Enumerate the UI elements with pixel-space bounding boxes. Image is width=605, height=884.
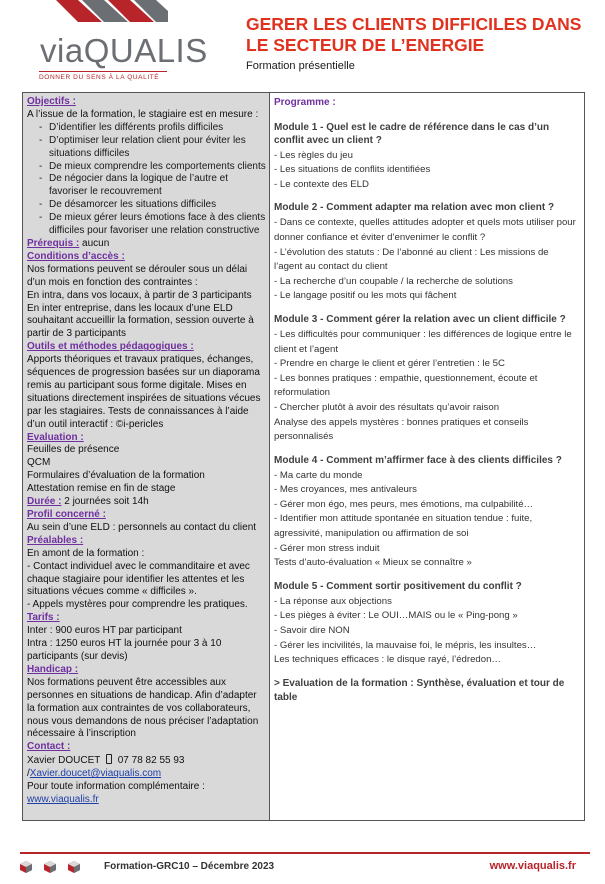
module-item: - La recherche d’un coupable / la recherche de solutions	[274, 275, 513, 287]
logo-tagline: DONNER DU SENS À LA QUALITÉ	[39, 71, 167, 81]
evaluation-line: Feuilles de présence	[27, 444, 120, 456]
email-separator: /	[27, 768, 30, 780]
tarifs-line: Inter : 900 euros HT par participant	[27, 625, 182, 637]
prealables-line: - Contact individuel avec le commanditaire et avec chaque stagiaire pour identifier les attentes et les situations vécues comme « difficiles ».	[27, 560, 250, 598]
module-item: - Gérer mon stress induit	[274, 542, 380, 554]
conditions-heading: Conditions d’accès :	[27, 250, 125, 262]
objectifs-intro: A l’issue de la formation, le stagiaire est en mesure :	[27, 108, 259, 120]
list-item: - De désamorcer les situations difficiles	[39, 199, 266, 212]
evaluation-heading: Evaluation :	[27, 431, 84, 443]
module-3	[274, 313, 578, 445]
mobile-phone-icon	[106, 754, 112, 764]
website-link[interactable]: www.viaqualis.fr	[27, 793, 99, 805]
logo-wordmark: viaQUALIS	[40, 32, 208, 69]
module-item: - Les bonnes pratiques : empathie, questionnement, écoute et reformulation	[274, 372, 538, 399]
formation-table	[22, 92, 585, 821]
module-title: Module 2 - Comment adapter ma relation avec mon client ?	[274, 202, 555, 214]
contact-site-row	[27, 794, 266, 807]
info-column	[23, 93, 270, 820]
module-title: Module 1 - Quel est le cadre de référence dans le cas d’un conflit avec un client ?	[274, 121, 550, 146]
contact-heading: Contact :	[27, 741, 71, 753]
module-item: - Gérer les incivilités, la mauvaise foi, le mépris, les insultes…	[274, 639, 537, 651]
programme-column	[270, 93, 584, 820]
evaluation-line: Formulaires d’évaluation de la formation	[27, 470, 205, 482]
logo-cube-icon	[44, 861, 56, 873]
objectifs-list	[27, 122, 266, 238]
module-item: - Identifier mon attitude spontanée en situation tendue : fuite, agressivité, manipulation ou affirmation de soi	[274, 513, 533, 540]
prealables-line: En amont de la formation :	[27, 547, 145, 559]
evaluation-line: Attestation remise en fin de stage	[27, 483, 176, 495]
prerequis-value: aucun	[79, 237, 110, 249]
module-item: - Savoir dire NON	[274, 625, 350, 637]
viaqualis-logo	[28, 0, 208, 90]
handicap-heading: Handicap :	[27, 663, 79, 675]
footer-website-link[interactable]: www.viaqualis.fr	[489, 860, 576, 872]
list-item: - De négocier dans la logique de l’autre et favoriser le recouvrement	[39, 173, 266, 199]
tarifs-heading: Tarifs :	[27, 612, 60, 624]
conditions-line: Nos formations peuvent se dérouler sous un délai d’un mois en fonction des contraintes :	[27, 263, 248, 288]
conditions-line: En inter entreprise, dans les locaux d’une ELD souhaitant accueillir la formation, session ouverte à partir de 3 participants	[27, 302, 254, 340]
contact-row	[27, 754, 266, 768]
contact-name: Xavier DOUCET	[27, 755, 101, 767]
handicap-text: Nos formations peuvent être accessibles aux personnes en situations de handicap. Afin d’adapter la formation aux contraintes de vos collaborateurs, nous vous demandons de nous préciser l’adaptation nécessaire à l’inscription	[27, 676, 259, 740]
page-footer	[20, 852, 590, 878]
objectifs-heading: Objectifs :	[27, 96, 76, 107]
module-item: - Les règles du jeu	[274, 149, 353, 161]
programme-heading: Programme :	[274, 97, 336, 108]
profil-value: Au sein d’une ELD : personnels au contact du client	[27, 521, 257, 533]
logo-cube-icon	[68, 861, 80, 873]
evaluation-summary: > Evaluation de la formation : Synthèse, évaluation et tour de table	[274, 677, 565, 704]
module-item: - L’évolution des statuts : De l’abonné au client : Les missions de l’agent au contact du client	[274, 246, 549, 273]
module-item: - Gérer mon égo, mes peurs, mes émotions, ma culpabilité…	[274, 498, 534, 510]
prerequis-row	[27, 238, 266, 251]
module-item: - Le contexte des ELD	[274, 178, 369, 190]
outils-heading: Outils et méthodes pédagogiques :	[27, 341, 194, 353]
module-item: Tests d’auto-évaluation « Mieux se connaître »	[274, 557, 472, 569]
duree-heading: Durée :	[27, 496, 62, 508]
module-title: Module 5 - Comment sortir positivement du conflit ?	[274, 580, 522, 592]
page-title: GERER LES CLIENTS DIFFICILES DANS LE SECTEUR DE L’ENERGIE	[246, 14, 582, 55]
module-item: Les techniques efficaces : le disque rayé, l’édredon…	[274, 654, 502, 666]
footer-reference: Formation-GRC10 – Décembre 2023	[104, 861, 275, 872]
module-item: - Le langage positif ou les mots qui fâchent	[274, 290, 457, 302]
contact-phone: 07 78 82 55 93	[117, 755, 185, 767]
module-item: - Les pièges à éviter : Le OUI…MAIS ou le « Ping-pong »	[274, 610, 518, 622]
module-4	[274, 454, 578, 571]
list-item: - De mieux comprendre les comportements clients	[39, 161, 266, 174]
profil-heading: Profil concerné :	[27, 509, 106, 520]
module-item: - Ma carte du monde	[274, 469, 363, 481]
prealables-heading: Préalables :	[27, 534, 84, 546]
conditions-line: En intra, dans vos locaux, à partir de 3 participants	[27, 289, 252, 301]
module-item: - Les situations de conflits identifiées	[274, 164, 431, 176]
page-header	[0, 0, 605, 92]
contact-email-row	[27, 768, 266, 781]
tarifs-line: Intra : 1250 euros HT la journée pour 3 à 10 participants (sur devis)	[27, 638, 222, 662]
page-subtitle: Formation présentielle	[246, 60, 355, 72]
footer-icons	[20, 861, 80, 873]
module-item: - Chercher plutôt à avoir des résultats qu’avoir raison	[274, 401, 500, 413]
list-item: - De mieux gérer leurs émotions face à des clients difficiles pour favoriser une relation constructive	[39, 212, 266, 238]
module-item: - Mes croyances, mes antivaleurs	[274, 484, 417, 496]
list-item: - D’optimiser leur relation client pour éviter les situations difficiles	[39, 135, 266, 161]
module-title: Module 3 - Comment gérer la relation avec un client difficile ?	[274, 313, 566, 325]
module-item: - Prendre en charge le client et gérer l’entretien : le 5C	[274, 358, 505, 370]
prealables-line: - Appels mystères pour comprendre les pratiques.	[27, 599, 248, 611]
module-item: - Les difficultés pour communiquer : les différences de logique entre le client et l’agent	[274, 328, 572, 355]
contact-info: Pour toute information complémentaire :	[27, 781, 205, 793]
module-item: Analyse des appels mystères : bonnes pratiques et conseils personnalisés	[274, 416, 529, 443]
module-2	[274, 201, 578, 304]
footer-divider	[20, 852, 590, 854]
evaluation-line: QCM	[27, 457, 51, 469]
module-item: - La réponse aux objections	[274, 595, 392, 607]
contact-email-link[interactable]: Xavier.doucet@viaqualis.com	[29, 768, 162, 780]
logo-ribbon-icon	[38, 0, 168, 28]
outils-text: Apports théoriques et travaux pratiques, échanges, séquences de progression basées sur un diaporama remis au participant sous forme digitale. Mises en situations directement inspirées de situations vécues par les stagiaires. Tests de connaissances à l’aide d’un outil interactif : ©i-pericles	[27, 354, 261, 430]
prerequis-heading: Prérequis :	[27, 237, 80, 249]
module-1	[274, 121, 578, 193]
module-title: Module 4 - Comment m’affirmer face à des clients difficiles ?	[274, 454, 562, 466]
module-item: - Dans ce contexte, quelles attitudes adopter et quels mots utiliser pour donner confiance et éviter d’envenimer le conflit ?	[274, 217, 576, 243]
logo-cube-icon	[20, 861, 32, 873]
module-5	[274, 580, 578, 668]
duree-row	[27, 496, 266, 509]
duree-value: 2 journées soit 14h	[61, 496, 149, 508]
list-item: - D’identifier les différents profils difficiles	[39, 122, 266, 135]
